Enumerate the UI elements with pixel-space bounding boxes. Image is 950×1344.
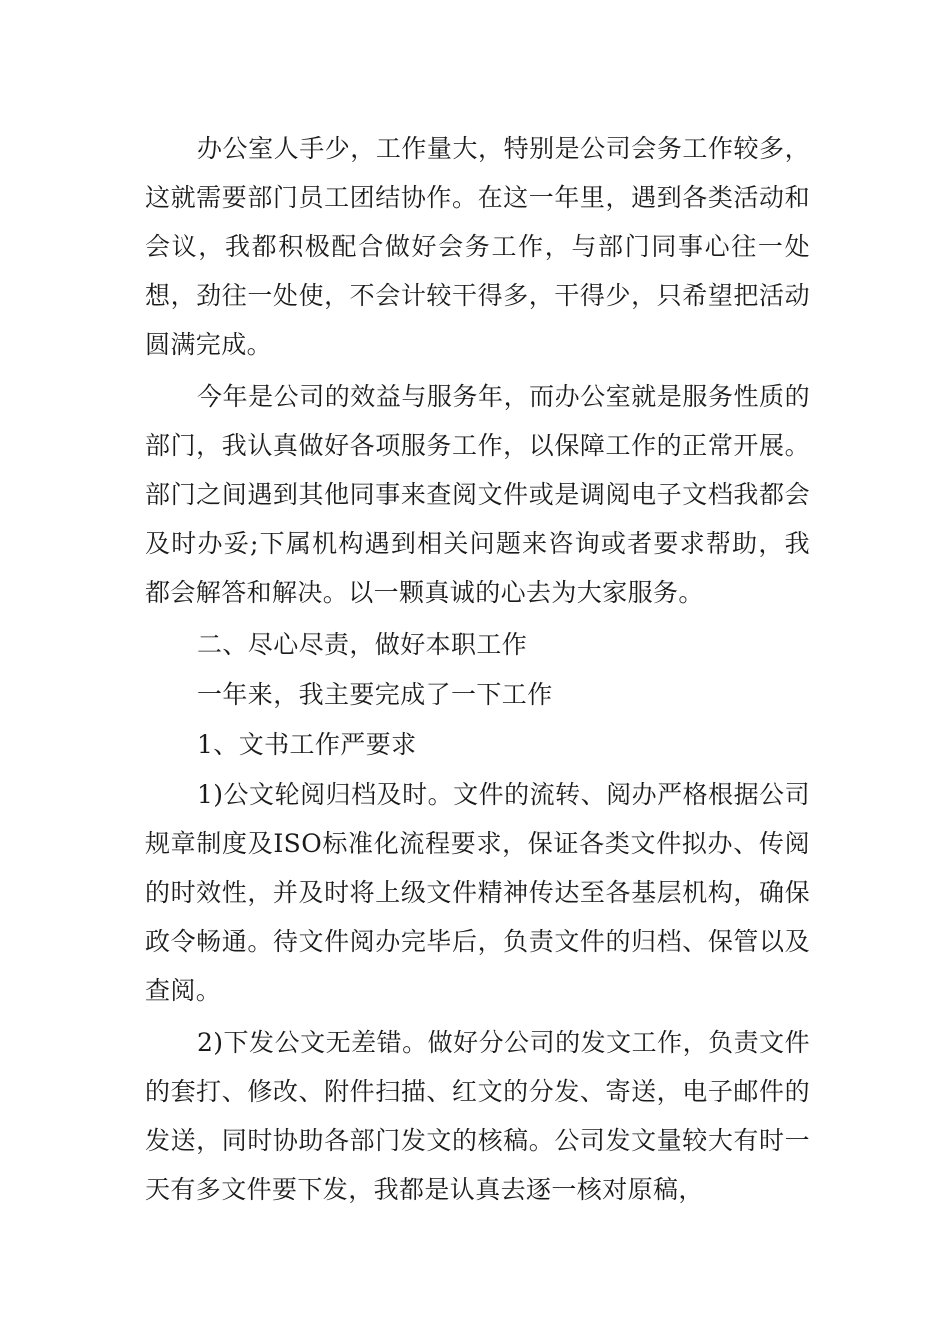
paragraph-document-dispatch: 2)下发公文无差错。做好分公司的发文工作，负责文件的套打、修改、附件扫描、红文的分发、寄送，电子邮件的发送，同时协助各部门发文的核稿。公司发文量较大有时一天有多文件要下发，我都是认真去逐一核对原稿， (145, 1028, 810, 1204)
subheading-clerical-work: 1、文书工作严要求 (197, 730, 417, 759)
section-heading-duties: 二、尽心尽责，做好本职工作 (197, 630, 528, 659)
paragraph-service-work: 今年是公司的效益与服务年，而办公室就是服务性质的部门，我认真做好各项服务工作，以保障工作的正常开展。部门之间遇到其他同事来查阅文件或是调阅电子文档我都会及时办妥;下属机构遇到相关问题来咨询或者要求帮助，我都会解答和解决。以一颗真诚的心去为大家服务。 (145, 382, 810, 607)
paragraph-meeting-work: 办公室人手少，工作量大，特别是公司会务工作较多，这就需要部门员工团结协作。在这一年里，遇到各类活动和会议，我都积极配合做好会务工作，与部门同事心往一处想，劲往一处使，不会计较干得多，干得少，只希望把活动圆满完成。 (145, 134, 810, 359)
paragraph-year-summary: 一年来，我主要完成了一下工作 (197, 680, 553, 709)
paragraph-document-archiving: 1)公文轮阅归档及时。文件的流转、阅办严格根据公司规章制度及ISO标准化流程要求，保证各类文件拟办、传阅的时效性，并及时将上级文件精神传达至各基层机构，确保政令畅通。待文件阅办完毕后，负责文件的归档、保管以及查阅。 (145, 780, 810, 1005)
document-body (145, 124, 810, 1214)
